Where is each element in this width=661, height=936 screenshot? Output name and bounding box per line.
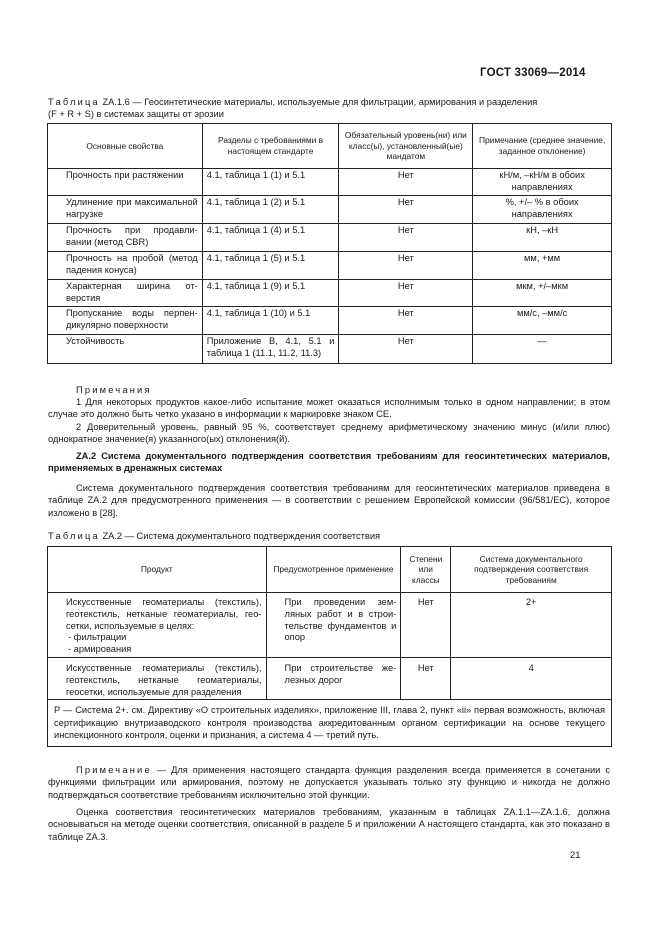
table-row [48,593,612,658]
table-row [48,657,612,699]
table-cell: Пропускание воды перпендикулярно поверхности [48,307,203,335]
table-cell: 4.1, таблица 1 (5) и 5.1 [202,252,339,280]
notes-title-text: Примечания [76,385,152,395]
table-cell: Приложение В, 4.1, 5.1 и таблица 1 (11.1, 11.2, 11.3) [202,335,339,364]
table-cell: Нет [339,196,473,224]
table-cell: кН/м, –кН/м в обоих направлениях [473,169,612,196]
table-cell: 4.1, таблица 1 (9) и 5.1 [202,280,339,307]
table-cell: Нет [339,335,473,364]
table2-header-cell: Степени или классы [401,547,451,593]
table-cell: Искусственные геоматериалы (текстиль), геотекстиль, нетканые геоматериалы, геосетки, используемые для разделения [48,657,267,699]
table-cell: кН, –кН [473,224,612,252]
table1-caption-text: ZA.1.6 — Геосинтетические материалы, используемые для фильтрации, армирования и разделения [99,97,538,107]
table-cell: мм/с, –мм/с [473,307,612,335]
final-paragraph: Оценка соответствия геосинтетических материалов требованиям, указанным в таблицах ZA.1.1—ZA.1.6, должна основываться на методе оценки соответствия, описанной в разделе 5 и приложении А настоящего стандарта, как это показано в таблице ZA.3. [48,807,610,842]
table-cell: Нет [401,657,451,699]
table2-caption-text: ZA.2 — Система документального подтверждения соответствия [99,531,381,541]
table-cell: мм, +мм [473,252,612,280]
table2-footnote: Р — Система 2+. см. Директиву «О строительных изделиях», приложение III, глава 2, пункт «ii» первая возможность, включая сертификацию внутризаводского контроля производства аккредитованным органом сертификации на основе текущего инспекционного контроля, оценки и признания, а система 4 — третий путь. [48,700,612,747]
table-za-1-6 [47,123,612,364]
table-cell: При проведении земляных работ и в строительстве фундаментов и опор [266,593,401,658]
table-footnote-row [48,700,612,747]
notes-title [76,384,276,396]
table2-header-cell: Продукт [48,547,267,593]
table-cell: Прочность при продавливании (метод CBR) [48,224,203,252]
list-item: - фильтрации [68,632,127,643]
table1-header-cell: Примечание (среднее значение, заданное отклонение) [473,124,612,169]
table-cell: 4.1, таблица 1 (4) и 5.1 [202,224,339,252]
table-row [48,280,612,307]
table-cell: мкм, +/–мкм [473,280,612,307]
table-cell: — [473,335,612,364]
document-code: ГОСТ 33069—2014 [480,67,586,79]
table1-caption-label: Таблица [48,97,100,107]
table-cell: Нет [339,307,473,335]
table-cell: %, +/– % в обоих направлениях [473,196,612,224]
table-cell: Прочность при растяжении [48,169,203,196]
table2-caption [48,530,608,542]
table1-caption [48,96,608,121]
table-row [48,169,612,196]
note-separation [48,764,610,801]
product-text: Искусственные геоматериалы (текстиль), геотекстиль, нетканые геоматериалы, геосетки, используемые в целях: [66,597,262,631]
table-cell: Нет [401,593,451,658]
table-cell: Прочность на пробой (метод падения конуса) [48,252,203,280]
table-cell: 4.1, таблица 1 (1) и 5.1 [202,169,339,196]
table-za-2 [47,546,612,747]
note-separation-label: Примечание [76,765,152,775]
section-heading-za2: ZA.2 Система документального подтверждения соответствия требованиям для геосинтетических материалов, применяемых в дренажных системах [48,451,610,474]
table1-caption-line2: (F + R + S) в системах защиты от эрозии [48,109,224,120]
table-row [48,252,612,280]
section-za2-paragraph: Система документального подтверждения соответствия требованиям для геосинтетических материалов приведена в таблице ZA.2 для предусмотренного применения — в соответствии с решением Европейской комиссии (96/581/ЕС), которое изложено в [28]. [48,483,610,518]
table1-header-cell: Разделы с требованиями в настоящем стандарте [202,124,339,169]
page-number: 21 [570,850,581,861]
table2-caption-label: Таблица [48,531,100,541]
table-row [48,307,612,335]
table-cell: Устойчивость [48,335,203,364]
note-item-1: 1 Для некоторых продуктов какое-либо испытание может оказаться исполнимым только в одном направлении; в этом случае это должно быть четко указано в информации к маркировке знаком СЕ. [48,397,610,420]
table-cell: Нет [339,169,473,196]
table2-header-cell: Предусмотренное применение [266,547,401,593]
table-cell: Нет [339,252,473,280]
table-cell [48,593,267,658]
list-item: - армирования [68,644,132,655]
table-cell: Нет [339,280,473,307]
table-cell: 4 [451,657,612,699]
table-cell: 2+ [451,593,612,658]
table2-header-row [48,547,612,593]
table-cell: Удлинение при максимальной нагрузке [48,196,203,224]
table-row [48,196,612,224]
table1-header-cell: Обязательный уровень(ни) или класс(ы), установленный(ые) мандатом [339,124,473,169]
table-cell: Характерная ширина отверстия [48,280,203,307]
table-cell: 4.1, таблица 1 (10) и 5.1 [202,307,339,335]
table1-header-row [48,124,612,169]
table1-header-cell: Основные свойства [48,124,203,169]
table2-header-cell: Система документального подтверждения соответствия требованиям [451,547,612,593]
note-item-2: 2 Доверительный уровень, равный 95 %, соответствует среднему арифметическому значению минус (и/или плюс) однократное значение(я) указанного(ых) отклонения(й). [48,422,610,445]
table-cell: 4.1, таблица 1 (2) и 5.1 [202,196,339,224]
table-row [48,224,612,252]
table-cell: При строительстве железных дорог [266,657,401,699]
table-row [48,335,612,364]
note-separation-text: — Для применения настоящего стандарта функция разделения всегда применяется в сочетании с функциями фильтрации или армирования, поэтому не допускается указывать только эту функцию и никогда не должно подтверждаться соответствие требованиям исключительно этой функции. [48,765,610,800]
table-cell: Нет [339,224,473,252]
